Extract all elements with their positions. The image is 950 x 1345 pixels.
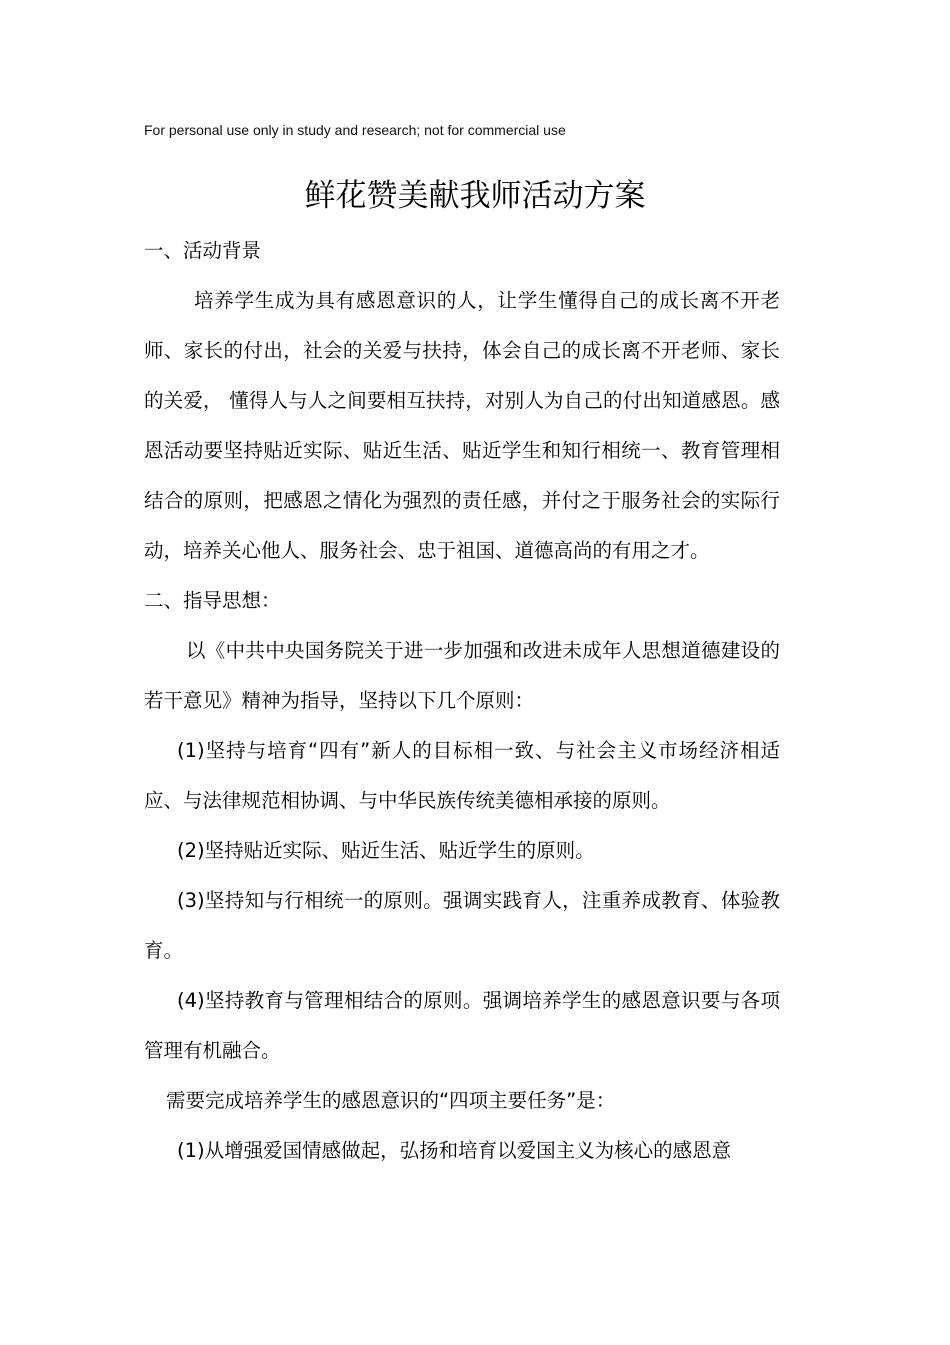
paragraph-guiding: 以《中共中央国务院关于进一步加强和改进未成年人思想道德建设的若干意见》精神为指导，坚持以下几个原则： <box>144 639 780 712</box>
paragraph-tasks-intro: 需要完成培养学生的感恩意识的“四项主要任务”是： <box>166 1089 616 1112</box>
document-body <box>144 226 780 1176</box>
disclaimer-text: For personal use only in study and research; not for commercial use <box>144 122 566 138</box>
task-item: (1)从增强爱国情感做起，弘扬和培育以爱国主义为核心的感恩意 <box>177 1139 732 1162</box>
principle-item: (1)坚持与培育“四有”新人的目标相一致、与社会主义市场经济相适应、与法律规范相协调、与中华民族传统美德相承接的原则。 <box>144 739 780 812</box>
section-heading-guiding: 二、指导思想： <box>144 589 281 612</box>
paragraph-background: 培养学生成为具有感恩意识的人，让学生懂得自己的成长离不开老师、家长的付出，社会的关爱与扶持，体会自己的成长离不开老师、家长的关爱， 懂得人与人之间要相互扶持，对别人为自己的付出知道感恩。感恩活动要坚持贴近实际、贴近生活、贴近学生和知行相统一、教育管理相结合的原则，把感恩之情化为强烈的责任感，并付之于服务社会的实际行动，培养关心他人、服务社会、忠于祖国、道德高尚的有用之才。 <box>144 289 780 562</box>
section-heading-background: 一、活动背景 <box>144 239 262 262</box>
principle-item: (4)坚持教育与管理相结合的原则。强调培养学生的感恩意识要与各项管理有机融合。 <box>144 989 780 1062</box>
principle-item: (2)坚持贴近实际、贴近生活、贴近学生的原则。 <box>177 839 595 862</box>
principle-item: (3)坚持知与行相统一的原则。强调实践育人，注重养成教育、体验教育。 <box>144 889 780 962</box>
document-title: 鲜花赞美献我师活动方案 <box>304 178 646 214</box>
